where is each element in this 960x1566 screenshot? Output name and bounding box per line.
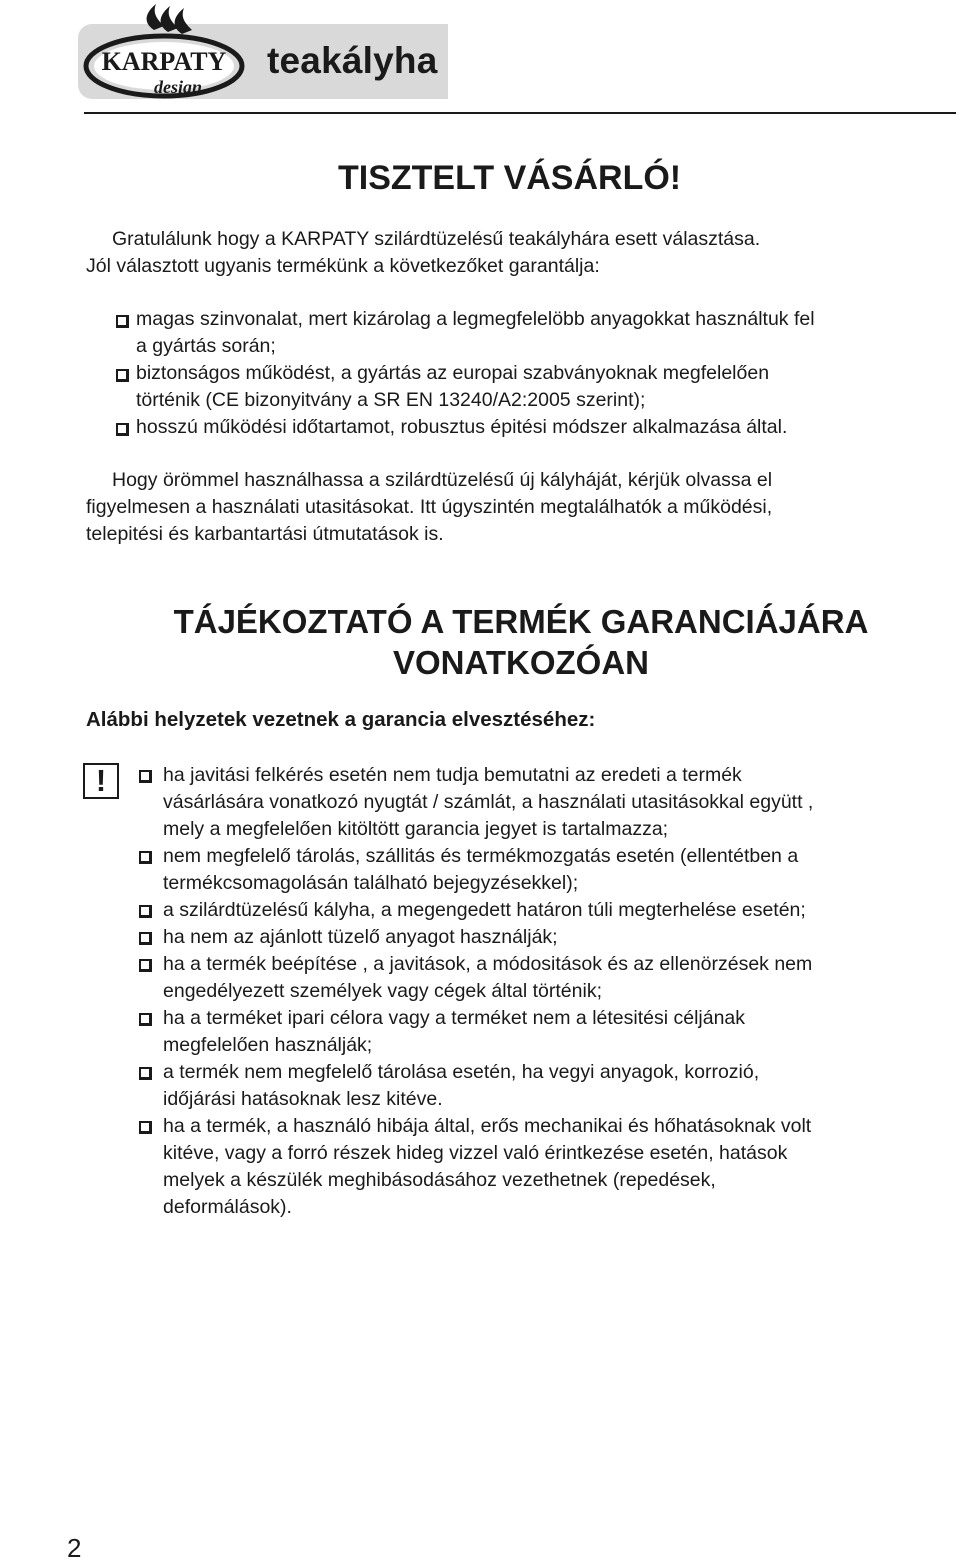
page-brand-title: teakályha [267, 40, 438, 81]
warning-icon [83, 763, 119, 799]
benefit-item-2-line-2: történik (CE bizonyitvány a SR EN 13240/A2:2005 szerint); [136, 389, 646, 411]
warranty-item-3-line-1: a szilárdtüzelésű kályha, a megengedett határon túli megterhelése esetén; [163, 899, 806, 921]
warranty-item-1-line-3: mely a megfelelően kitöltött garancia jegyet is tartalmazza; [163, 818, 669, 840]
benefit-item-3-line-1: hosszú működési időtartamot, robusztus épitési módszer alkalmazása által. [136, 416, 788, 438]
benefit-item-1-line-2: a gyártás során; [136, 335, 276, 357]
checkbox-icon [139, 932, 152, 945]
warranty-item-8-line-2: kitéve, vagy a forró részek hideg vizzel való érintkezése esetén, hatások [163, 1142, 788, 1164]
checkbox-icon [139, 1067, 152, 1080]
warning-symbol: ! [95, 763, 107, 798]
intro-line-1: Gratulálunk hogy a KARPATY szilárdtüzelésű teakályhára esett választása. [112, 228, 761, 250]
checkbox-icon [139, 905, 152, 918]
warranty-item-1-line-2: vásárlására vonatkozó nyugtát / számlát, a használati utasitásokkal együtt , [163, 791, 814, 813]
warranty-item-7-line-1: a termék nem megfelelő tárolása esetén, ha vegyi anyagok, korrozió, [163, 1061, 760, 1083]
warranty-item-5-line-1: ha a termék beépítése , a javitások, a módositások és az ellenörzések nem [163, 953, 813, 975]
warranty-item-8-line-4: deformálások). [163, 1196, 292, 1218]
warranty-item-1-line-1: ha javitási felkérés esetén nem tudja bemutatni az eredeti a termék [163, 764, 742, 786]
warranty-item-8-line-1: ha a termék, a használó hibája által, erős mechanikai és hőhatásoknak volt [163, 1115, 812, 1137]
greeting-title: TISZTELT VÁSÁRLÓ! [338, 159, 682, 197]
karpaty-logo [82, 0, 252, 104]
warranty-item-5-line-2: engedélyezett személyek vagy cégek által történik; [163, 980, 602, 1002]
benefit-item-1-line-1: magas szinvonalat, mert kizárolag a legmegfelelöbb anyagokkat használtuk fel [136, 308, 815, 330]
usage-paragraph-line-3: telepitési és karbantartási útmutatások is. [86, 523, 444, 545]
warranty-item-2-line-1: nem megfelelő tárolás, szállitás és termékmozgatás esetén (ellentétben a [163, 845, 799, 867]
warranty-item-2-line-2: termékcsomagolásán található bejegyzésekkel); [163, 872, 579, 894]
warranty-item-6-line-1: ha a terméket ipari célora vagy a terméket nem a létesitési céljának [163, 1007, 746, 1029]
header-rule [84, 112, 956, 114]
checkbox-icon [139, 959, 152, 972]
warranty-title-line-1: TÁJÉKOZTATÓ A TERMÉK GARANCIÁJÁRA [173, 603, 869, 640]
usage-paragraph-line-2: figyelmesen a használati utasitásokat. Itt úgyszintén megtalálhatók a működési, [86, 496, 773, 518]
warranty-item-6-line-2: megfelelően használják; [163, 1034, 373, 1056]
checkbox-icon [116, 315, 129, 328]
checkbox-icon [139, 770, 152, 783]
warranty-item-8-line-3: melyek a készülék meghibásodásához vezethetnek (repedések, [163, 1169, 716, 1191]
warranty-subtitle: Alábbi helyzetek vezetnek a garancia elvesztéséhez: [86, 708, 596, 731]
intro-line-2: Jól választott ugyanis termékünk a következőket garantálja: [86, 255, 600, 277]
warranty-item-4-line-1: ha nem az ajánlott tüzelő anyagot használják; [163, 926, 558, 948]
logo-wordmark: KARPATY [101, 47, 227, 76]
checkbox-icon [116, 369, 129, 382]
logo-subword: design [153, 77, 203, 97]
checkbox-icon [139, 1121, 152, 1134]
usage-paragraph-line-1: Hogy örömmel használhassa a szilárdtüzelésű új kályháját, kérjük olvassa el [112, 469, 773, 491]
checkbox-icon [139, 851, 152, 864]
checkbox-icon [139, 1013, 152, 1026]
benefit-item-2-line-1: biztonságos működést, a gyártás az europai szabványoknak megfelelően [136, 362, 770, 384]
warranty-item-7-line-2: időjárási hatásoknak lesz kitéve. [163, 1088, 443, 1110]
warranty-title-line-2: VONATKOZÓAN [392, 644, 650, 681]
page-number: 2 [67, 1533, 82, 1563]
checkbox-icon [116, 423, 129, 436]
